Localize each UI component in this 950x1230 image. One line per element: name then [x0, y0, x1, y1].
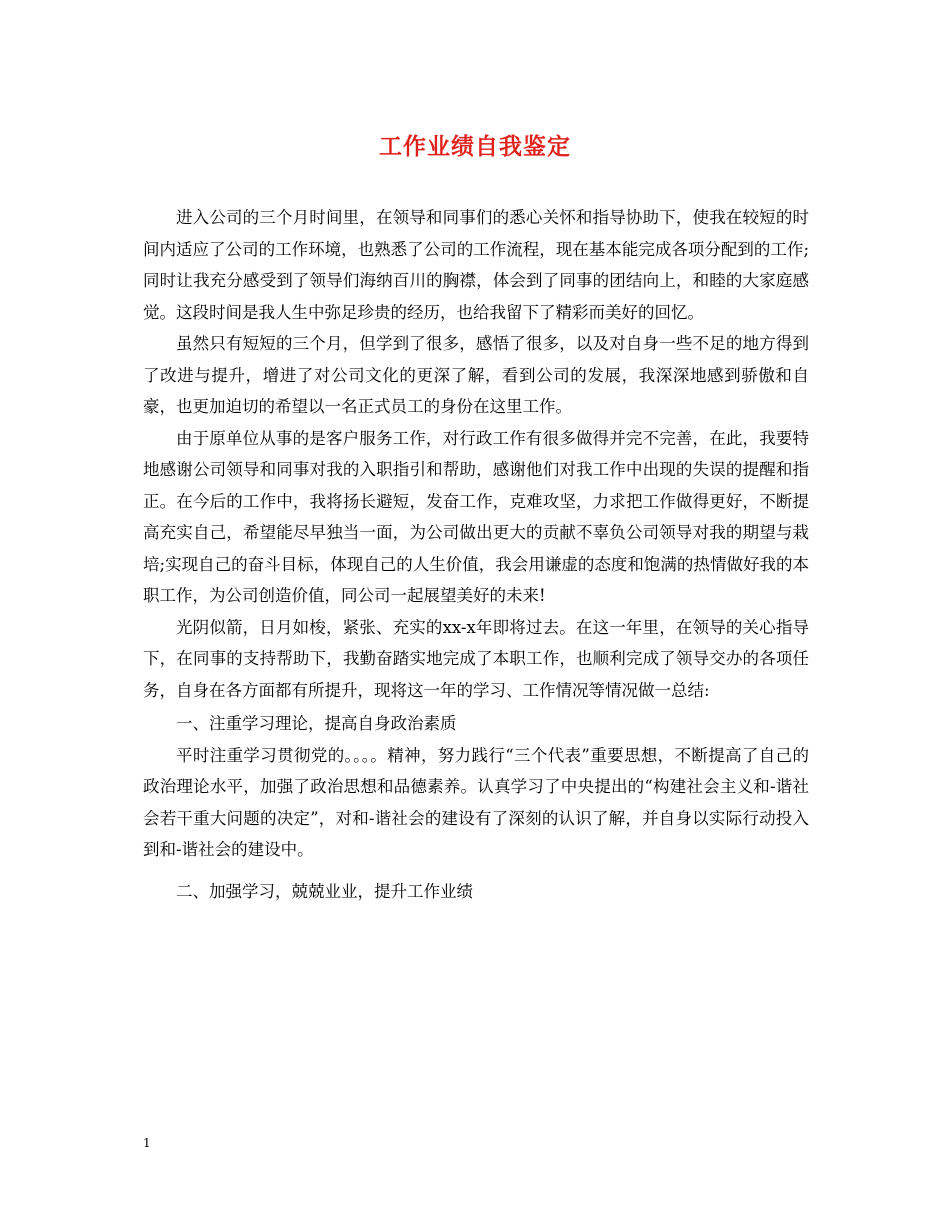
body-paragraph: 进入公司的三个月时间里，在领导和同事们的悉心关怀和指导协助下，使我在较短的时间内适应了公司的工作环境，也熟悉了公司的工作流程，现在基本能完成各项分配到的工作;同时让我充分感受到了领导们海纳百川的胸襟，体会到了同事的团结向上，和睦的大家庭感觉。这段时间是我人生中弥足珍贵的经历，也给我留下了精彩而美好的回忆。: [143, 208, 809, 322]
document-title: 工作业绩自我鉴定: [379, 133, 571, 160]
body-paragraph: 虽然只有短短的三个月，但学到了很多，感悟了很多，以及对自身一些不足的地方得到了改进与提升，增进了对公司文化的更深了解，看到公司的发展，我深深地感到骄傲和自豪，也更加迫切的希望以一名正式员工的身份在这里工作。: [143, 334, 809, 416]
section-heading: 一、注重学习理论，提高自身政治素质: [176, 714, 457, 733]
body-paragraph: 由于原单位从事的是客户服务工作，对行政工作有很多做得并完不完善，在此，我要特地感谢公司领导和同事对我的入职指引和帮助，感谢他们对我工作中出现的失误的提醒和指正。在今后的工作中，我将扬长避短，发奋工作，克难攻坚，力求把工作做得更好，不断提高充实自己，希望能尽早独当一面，为公司做出更大的贡献不辜负公司领导对我的期望与栽培;实现自己的奋斗目标，体现自己的人生价值，我会用谦虚的态度和饱满的热情做好我的本职工作，为公司创造价值，同公司一起展望美好的未来!: [143, 428, 809, 605]
page-number: 1: [143, 1136, 151, 1150]
section-heading: 二、加强学习，兢兢业业，提升工作业绩: [176, 881, 473, 901]
document-body: [143, 202, 809, 907]
body-paragraph: 光阴似箭，日月如梭，紧张、充实的xx-x年即将过去。在这一年里，在领导的关心指导下，在同事的支持帮助下，我勤奋踏实地完成了本职工作，也顺利完成了领导交办的各项任务，自身在各方面都有所提升，现将这一年的学习、工作情况等情况做一总结:: [143, 617, 809, 700]
body-paragraph: 平时注重学习贯彻党的。。。。精神，努力践行“三个代表”重要思想，不断提高了自己的政治理论水平，加强了政治思想和品德素养。认真学习了中央提出的“构建社会主义和-谐社会若干重大问题的决定”，对和-谐社会的建设有了深刻的认识了解，并自身以实际行动投入到和-谐社会的建设中。: [143, 745, 809, 859]
